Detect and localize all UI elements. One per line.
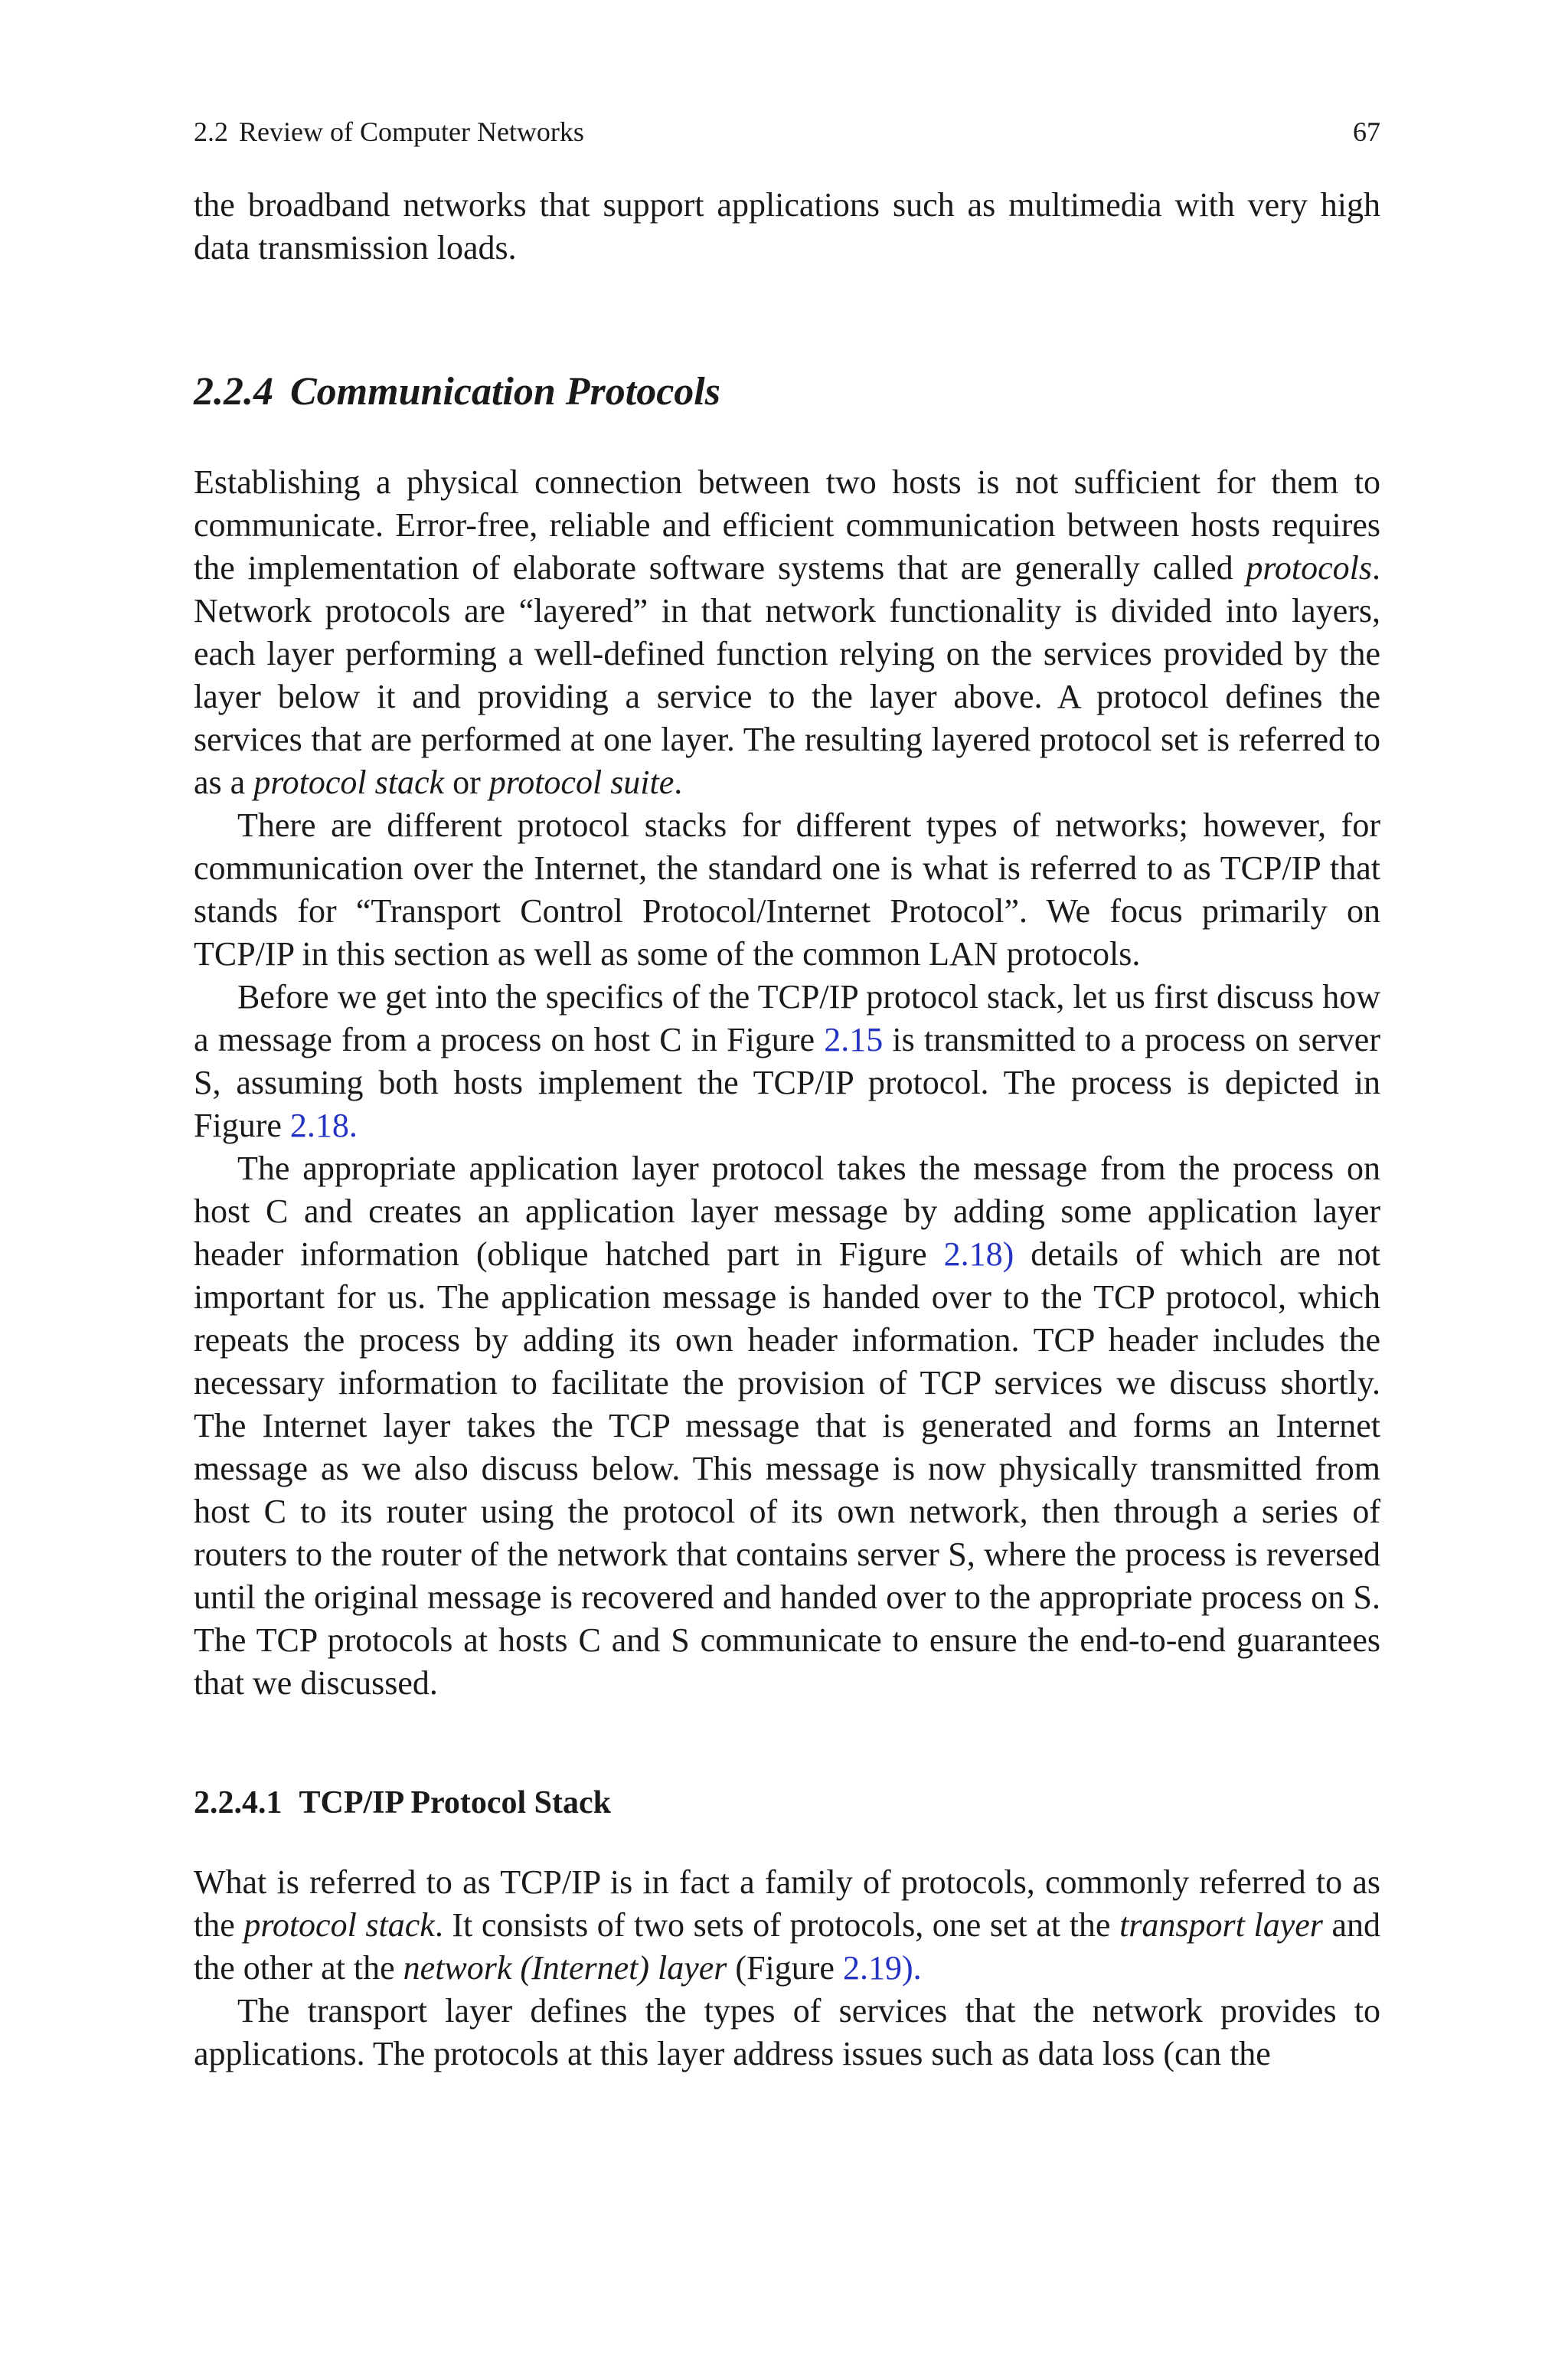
- header-section-number: 2.2: [194, 116, 228, 147]
- paragraph-text: Establishing a physical connection between two hosts is not sufficient for them to communicate. Error-free, reliable and efficient communication between hosts requires the implementation of elaborate software systems that are generally called: [194, 463, 1380, 587]
- figure-link-2-15[interactable]: 2.15: [824, 1021, 884, 1058]
- header-section-title: Review of Computer Networks: [239, 116, 584, 147]
- figure-link-2-18[interactable]: 2.18): [943, 1235, 1014, 1273]
- emphasis-term: protocol suite: [488, 764, 675, 801]
- emphasis-term: network (Internet) layer: [403, 1949, 727, 1987]
- emphasis-term: protocols: [1246, 549, 1372, 587]
- paragraph-text: . It consists of two sets of protocols, one set at the: [434, 1906, 1120, 1944]
- paragraph-3: [194, 976, 1380, 1147]
- paragraph-text: The appropriate application layer protocol takes the message from the process on host C and creates an application layer message by adding some application layer header information (oblique hatched part in Figure: [194, 1150, 1380, 1273]
- page-number: 67: [1353, 116, 1380, 147]
- paragraph-5: [194, 1861, 1380, 1990]
- subsection-title: TCP/IP Protocol Stack: [299, 1785, 612, 1820]
- paragraph-text: . Network protocols are “layered” in that network functionality is divided into layers, each layer performing a well-defined function relying on the services provided by the layer below it and providing a service to the layer above. A protocol defines the services that are performed at one layer. The resulting layered protocol set is referred to as a: [194, 549, 1380, 801]
- emphasis-term: protocol stack: [253, 764, 445, 801]
- paragraph-1: [194, 461, 1380, 804]
- paragraph-6: The transport layer defines the types of services that the network provides to applications. The protocols at this layer address issues such as data loss (can the: [194, 1992, 1380, 2072]
- section-title: Communication Protocols: [290, 370, 720, 414]
- figure-link-2-19[interactable]: 2.19).: [842, 1949, 922, 1987]
- section-number: 2.2.4: [194, 370, 273, 414]
- section-heading: [194, 368, 1380, 417]
- paragraph-2: There are different protocol stacks for different types of networks; however, for communication over the Internet, the standard one is what is referred to as TCP/IP that stands for “Transport Control Protocol/Internet Protocol”. We focus primarily on TCP/IP in this section as well as some of the common LAN protocols.: [194, 806, 1380, 973]
- figure-link-2-18[interactable]: 2.18.: [289, 1107, 358, 1144]
- book-page: [194, 115, 1380, 2075]
- running-header: [194, 115, 1380, 149]
- paragraph-text: (Figure: [727, 1949, 843, 1987]
- paragraph-4: [194, 1147, 1380, 1705]
- paragraph-text: or: [444, 764, 489, 801]
- paragraph-text: is transmitted to a process on server S, assuming both hosts implement the TCP/IP protocol. The process is depicted in Figure: [194, 1021, 1380, 1144]
- paragraph-text: What is referred to as TCP/IP is in fact a family of protocols, commonly referred to as the: [194, 1863, 1380, 1944]
- running-header-title: [194, 115, 584, 149]
- emphasis-term: protocol stack: [243, 1906, 435, 1944]
- paragraph-text: Before we get into the specifics of the TCP/IP protocol stack, let us first discuss how a message from a process on host C in Figure: [194, 978, 1380, 1058]
- paragraph-text: details of which are not important for us. The application message is handed over to the TCP protocol, which repeats the process by adding its own header information. TCP header includes the necessary information to facilitate the provision of TCP services we discuss shortly. The Internet layer takes the TCP message that is generated and forms an Internet message as we also discuss below. This message is now physically transmitted from host C to its router using the protocol of its own network, then through a series of routers to the router of the network that contains server S, where the process is reversed until the original message is recovered and handed over to the appropriate process on S. The TCP protocols at hosts C and S communicate to ensure the end-to-end guarantees that we discussed.: [194, 1235, 1380, 1702]
- subsection-number: 2.2.4.1: [194, 1785, 283, 1820]
- paragraph-text: and the other at the: [194, 1906, 1380, 1987]
- subsection-heading: [194, 1783, 1380, 1823]
- paragraph-text: .: [674, 764, 683, 801]
- emphasis-term: transport layer: [1119, 1906, 1323, 1944]
- intro-paragraph: the broadband networks that support applications such as multimedia with very high data transmission loads.: [194, 186, 1380, 267]
